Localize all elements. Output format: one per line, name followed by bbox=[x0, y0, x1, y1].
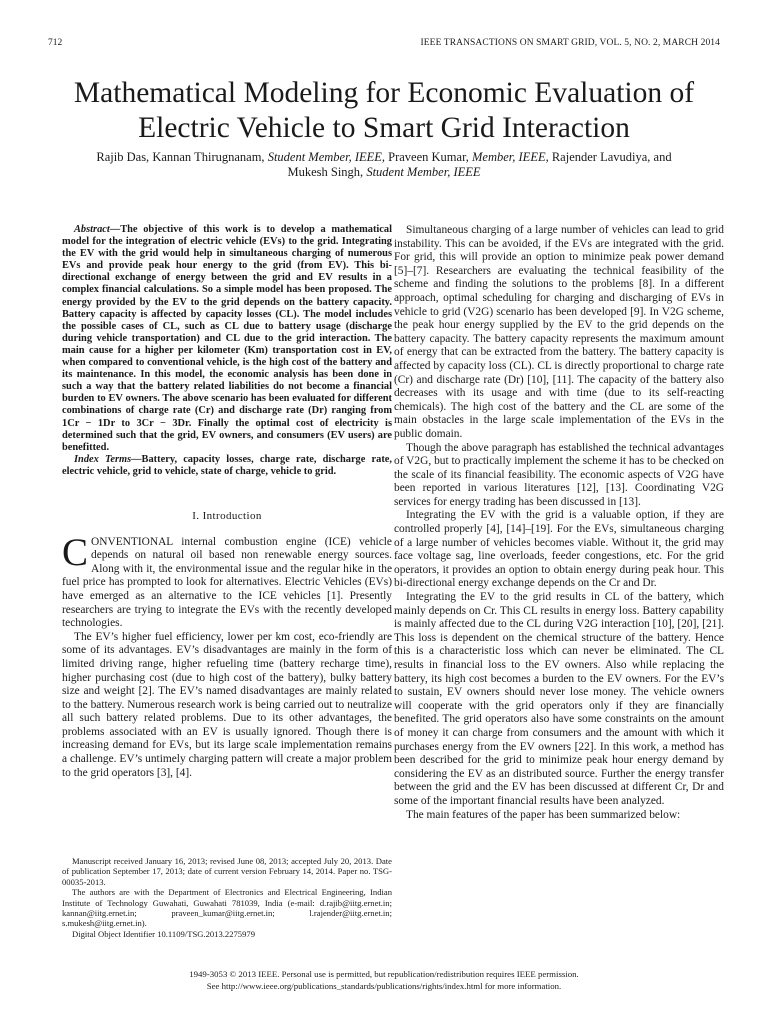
author-2-role: Student Member, IEEE, bbox=[267, 150, 386, 164]
author-3-role: Member, IEEE, bbox=[472, 150, 549, 164]
abstract-text: —The objective of this work is to develop a mathematical model for the integration of electric vehicle (EVs) to the grid. Integrating the EV with the grid would help in simultaneous charging of numerous EVs and provide peak hour energy to the grid (from EV). This bi-directional exchange of energy between the grid and EV results in a complex financial calculations. So a simple model has been proposed. The energy provided by the EV to the grid depends on the battery capacity. Battery capacity is affected by capacity losses (CL). The model includes the possible cases of CL, such as CL due to battery usage (discharge during vehicle transportation) and CL due to the grid interaction. The main cause for a higher per kilometer (Km) transportation cost in EV, when compared to conventional vehicle, is the high cost of the battery and its maintenance. In this model, the economic analysis has been done in such a way that the battery related liabilities do not become a financial burden to EV owners. The above scenario has been evaluated for different combinations of charge rate (Cr) and discharge rate (Dr) ranging from 1Cr − 1Dr to 3Cr − 3Dr. Finally the optimal cost of electricity is determined such that the grid, EV owners, and consumers (EV users) are benefitted. bbox=[62, 224, 392, 453]
footnote-affiliation: The authors are with the Department of Electronics and Electrical Engineering, Indian Institute of Technology Guwahati, Guwahati 781039, India (e-mail: d.rajib@iitg.ernet.in; kannan@iitg.ernet.in; praveen_kumar@iitg.ernet.in; l.rajender@iitg.ernet.in; s.mukesh@iitg.ernet.in). bbox=[62, 887, 392, 929]
abstract bbox=[62, 224, 392, 454]
index-terms-text: —Battery, capacity losses, charge rate, discharge rate, electric vehicle, grid to vehicle, state of charge, vehicle to grid. bbox=[62, 453, 392, 477]
abstract-label: Abstract bbox=[74, 224, 110, 235]
copyright-footer bbox=[0, 968, 768, 992]
intro-paragraph-1 bbox=[62, 530, 392, 631]
author-1: Rajib Das, bbox=[96, 150, 153, 164]
left-column bbox=[62, 224, 392, 780]
right-paragraph-3: Integrating the EV with the grid is a valuable option, if they are controlled properly [4], [14]–[19]. For the EVs, simultaneous charging of a large number of vehicles becomes viable. Without it, the grid may face voltage sag, line overloads, feeder congestions, etc. For the grid operators, it provides an option to obtain energy during peak hour. This bi-directional energy exchange depends on the Cr and Dr. bbox=[394, 509, 724, 590]
paper-title bbox=[40, 76, 728, 146]
right-paragraph-1: Simultaneous charging of a large number of vehicles can lead to grid instability. This can be avoided, if the EVs are integrated with the grid. For grid, this will provide an option to minimize peak power demand [5]–[7]. Researchers are evaluating the technical feasibility of the scheme and finding the solutions to the problems [8]. In a different approach, optimal scheduling for charging and discharging of EVs in vehicle to grid (V2G) scenario has been developed [9]. In V2G scheme, the peak hour energy supplied by the EV to the grid depends on the battery capacity. The battery capacity represents the maximum amount of energy that can be extracted from the battery. The battery capacity is affected by capacity loss (CL). CL is directly proportional to charge rate (Cr) and discharge rate (Dr) [10], [11]. The capacity of the battery also decreases with its usage and with time (due to its self-reacting chemicals). The high cost of the battery and the CL are some of the main obstacles in the large scale implementation of the EVs in the public domain. bbox=[394, 224, 724, 440]
intro-paragraph-2: The EV’s higher fuel efficiency, lower per km cost, eco-friendly are some of its advantages. EV’s disadvantages are mainly in the form of limited driving range, higher refueling time (battery recharge time), higher purchasing cost (due to high cost of the battery), bulky battery size and weight [2]. The EV’s named disadvantages are mainly related to the battery. Numerous research work is being carried out to neutralize all such battery related problems. Due to its other advantages, the problems associated with an EV is usually ignored. Though there is increasing demand for EVs, but its large scale implementation remains a challenge. EV’s untimely charging pattern will create a major problem to the grid operators [3], [4]. bbox=[62, 630, 392, 779]
author-list bbox=[40, 150, 728, 180]
drop-cap: C bbox=[62, 530, 89, 574]
author-5: Mukesh Singh, bbox=[287, 165, 367, 179]
index-terms bbox=[62, 454, 392, 478]
index-terms-label: Index Terms bbox=[74, 453, 132, 465]
right-paragraph-5: The main features of the paper has been summarized below: bbox=[406, 808, 681, 821]
page-number: 712 bbox=[48, 38, 63, 48]
section-heading-introduction: I. Introduction bbox=[192, 509, 262, 522]
copyright-line: 1949-3053 © 2013 IEEE. Personal use is permitted, but republication/redistribution requires IEEE permission. bbox=[189, 969, 579, 979]
right-paragraph-4: Integrating the EV to the grid results in CL of the battery, which mainly depends on Cr. This CL results in energy loss. Battery capability is mainly affected due to the CL during V2G interaction [10], [20], [21]. This loss is dependent on the chemical structure of the battery. Hence this is a characteristic loss which can never be eliminated. The CL results in financial loss to the EV owners. Also while replacing the battery, its high cost becomes a burden to the EV owners. For the EV’s to sustain, EV owners should never lose money. The vehicle owners will cooperate with the grid operators only if they are financially benefited. The grid operators also have some constraints on the amount of money it can charge from consumers and the amount with which it purchases energy from the EV owners [22]. In this work, a method has been described for the grid to minimize peak hour energy demand by considering the EV as an distributed source. Further the energy transfer between the grid and the EV has been discussed at different Cr, Dr and some of the important financial results have been analyzed. bbox=[394, 591, 724, 807]
intro-paragraph-1-text: ONVENTIONAL internal combustion engine (ICE) vehicle depends on natural oil based non renewable energy sources. Along with it, the environmental issue and the regular hike in the fuel price has prompted to look for alternatives. Electric Vehicles (EVs) have emerged as an alternative to the ICE vehicles [1]. Presently researchers are trying to integrate the EVs with the recently developed technologies. bbox=[62, 535, 392, 630]
footnotes bbox=[62, 856, 392, 939]
footnote-doi: Digital Object Identifier 10.1109/TSG.2013.2275979 bbox=[72, 928, 255, 939]
permissions-line: See http://www.ieee.org/publications_standards/publications/rights/index.html for more information. bbox=[206, 981, 562, 991]
author-3: Praveen Kumar, bbox=[385, 150, 472, 164]
right-paragraph-2: Though the above paragraph has established the technical advantages of V2G, but to practically implement the scheme it has to be checked on the scale of its financial feasibility. The economic aspects of V2G have been reported in various literatures [12], [13]. Coordinating V2G services for energy trading has been discussed in [13]. bbox=[394, 441, 724, 508]
footnote-manuscript: Manuscript received January 16, 2013; revised June 08, 2013; accepted July 20, 2013. Date of publication September 17, 2013; date of current version February 14, 2014. Paper no. TSG-00035-2013. bbox=[62, 856, 392, 887]
running-head: IEEE TRANSACTIONS ON SMART GRID, VOL. 5, NO. 2, MARCH 2014 bbox=[420, 38, 720, 48]
author-5-role: Student Member, IEEE bbox=[366, 165, 481, 179]
author-4: Rajender Lavudiya, and bbox=[548, 150, 672, 164]
title-line-2: Electric Vehicle to Smart Grid Interaction bbox=[138, 112, 630, 144]
title-line-1: Mathematical Modeling for Economic Evaluation of bbox=[73, 77, 695, 109]
author-2: Kannan Thirugnanam, bbox=[152, 150, 268, 164]
right-column bbox=[394, 224, 724, 822]
